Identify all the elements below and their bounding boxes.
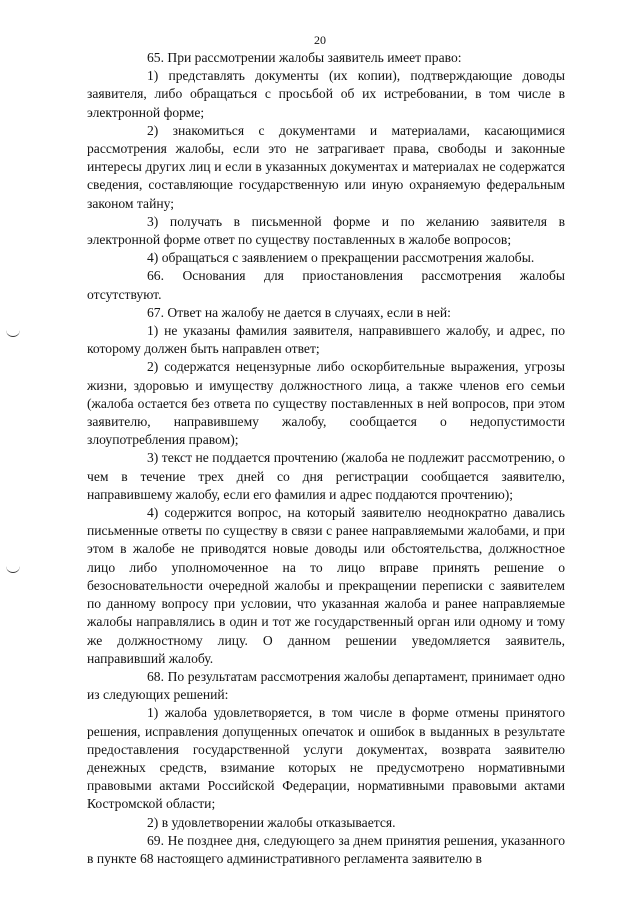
paragraph-66: 66. Основания для приостановления рассмотрения жалобы отсутствуют. xyxy=(87,268,565,302)
paragraph-67: 67. Ответ на жалобу не дается в случаях, если в ней: xyxy=(147,304,451,320)
paragraph-68-item-2: 2) в удовлетворении жалобы отказывается. xyxy=(147,814,396,830)
paragraph-68: 68. По результатам рассмотрения жалобы департамент, принимает одно из следующих решений: xyxy=(87,668,565,703)
paragraph-65-item-3: 3) получать в письменной форме и по желанию заявителя в электронной форме ответ по существу поставленных в жалобе вопросов; xyxy=(87,213,565,248)
paragraph-65-item-4: 4) обращаться с заявлением о прекращении рассмотрения жалобы. xyxy=(147,250,535,266)
page-number: 20 xyxy=(314,33,326,47)
paragraph-65: 65. При рассмотрении жалобы заявитель имеет право: xyxy=(147,50,462,65)
paragraph-68-item-1: 1) жалоба удовлетворяется, в том числе в форме отмены принятого решения, исправления допущенных опечаток и ошибок в выданных в результате предоставления государственной услуги документах, возврата заявителю денежных средств, взимание которых не предусмотрено нормативными правовыми актами Российской Федерации, нормативными правовыми актами Костромской области; xyxy=(87,705,565,812)
paragraph-67-item-1: 1) не указаны фамилия заявителя, направившего жалобу, и адрес, по которому должен быть направлен ответ; xyxy=(87,323,565,357)
paragraph-65-item-1: 1) представлять документы (их копии), подтверждающие доводы заявителя, либо обращаться с просьбой об их истребовании, в том числе в электронной форме; xyxy=(87,68,565,120)
paragraph-69: 69. Не позднее дня, следующего за днем принятия решения, указанного в пункте 68 настоящего административного регламента заявителю в xyxy=(87,832,565,866)
paragraph-67-item-4: 4) содержится вопрос, на который заявителю неоднократно давались письменные ответы по существу в связи с ранее направляемыми жалобами, и при этом в жалобе не приводятся новые доводы или обстоятельства, должностное лицо либо уполномоченное на то лицо вправе принять решение о безосновательности очередной жалобы и прекращении переписки с заявителем по данному вопросу при условии, что указанная жалоба и ранее направляемые жалобы направлялись в один и тот же государственный орган или одному и тому же должностному лицу. О данном решении уведомляется заявитель, направивший жалобу. xyxy=(87,505,565,666)
binding-hole-mark xyxy=(6,330,20,337)
document-body xyxy=(87,49,565,868)
paragraph-67-item-2: 2) содержатся нецензурные либо оскорбительные выражения, угрозы жизни, здоровью и имуществу должностного лица, а также членов его семьи (жалоба остается без ответа по существу поставленных в ней вопросов, при этом заявителю, направившему жалобу, сообщается о недопустимости злоупотребления правом); xyxy=(87,359,565,448)
paragraph-67-item-3: 3) текст не поддается прочтению (жалоба не подлежит рассмотрению, о чем в течение трех дней со дня регистрации сообщается заявителю, направившему жалобу, если его фамилия и адрес поддаются прочтению); xyxy=(87,450,565,502)
binding-hole-mark xyxy=(6,566,20,573)
paragraph-65-item-2: 2) знакомиться с документами и материалами, касающимися рассмотрения жалобы, если это не затрагивает права, свободы и законные интересы других лиц и если в указанных документах и материалах не содержатся сведения, составляющие государственную или иную охраняемую федеральным законом тайну; xyxy=(87,122,565,211)
